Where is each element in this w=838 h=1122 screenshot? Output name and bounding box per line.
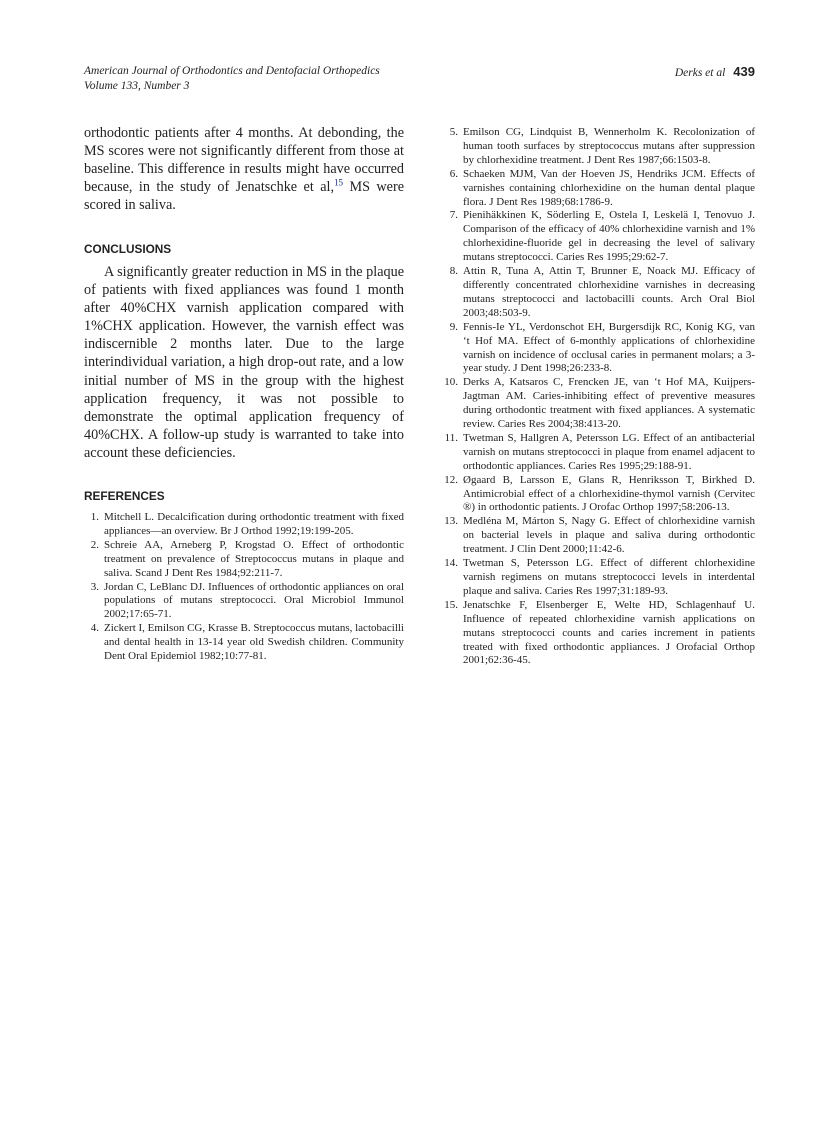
reference-number: 8.: [449, 265, 458, 278]
reference-number: 6.: [449, 167, 458, 180]
reference-text: Jordan C, LeBlanc DJ. Influences of orthodontic appliances on oral populations of mutans streptococci. Oral Microbiol Immunol 2002;17:65-71.: [104, 580, 404, 621]
reference-item: [84, 622, 404, 664]
citation-link[interactable]: 15: [334, 177, 344, 188]
conclusions-heading: CONCLUSIONS: [84, 242, 172, 256]
reference-number: 14.: [444, 557, 458, 570]
reference-item: [443, 209, 755, 265]
intro-paragraph: [84, 124, 404, 214]
paragraph-text: MS were scored in saliva.: [84, 179, 404, 214]
reference-text: Twetman S, Hallgren A, Petersson LG. Effect of an antibacterial varnish on mutans streptococci in plaque from enamel adjacent to orthodontic appliances. Caries Res 1995;29:188-91.: [463, 431, 755, 472]
page-number: 439: [733, 64, 755, 79]
references-heading: REFERENCES: [84, 489, 165, 503]
reference-text: Pienihäkkinen K, Söderling E, Ostela I, Leskelä I, Tenovuo J. Comparison of the efficacy of 40% chlorhexidine varnish and 1% chlorhexidine-fluoride gel in decreasing the level of salivary mutans streptococci. Caries Res 1995;29:62-7.: [463, 209, 755, 264]
reference-text: Medléna M, Márton S, Nagy G. Effect of chlorhexidine varnish on bacterial levels in plaque and saliva during orthodontic treatment. J Clin Dent 2000;11:42-6.: [463, 515, 755, 556]
reference-text: Schreie AA, Arneberg P, Krogstad O. Effect of orthodontic treatment on prevalence of Streptococcus mutans in plaque and saliva. Scand J Dent Res 1984;92:211-7.: [104, 538, 404, 579]
reference-text: Attin R, Tuna A, Attin T, Brunner E, Noack MJ. Efficacy of differently concentrated chlorhexidine varnishes in decreasing mutans streptococci and lactobacilli counts. Arch Oral Biol 2003;48:503-9.: [463, 265, 755, 319]
reference-text: Schaeken MJM, Van der Hoeven JS, Hendriks JCM. Effects of varnishes containing chlorhexidine on the human dental plaque flora. J Dent Res 1989;68:1786-9.: [463, 167, 755, 208]
reference-number: 11.: [444, 431, 458, 444]
reference-list-left: [84, 511, 404, 664]
reference-number: 9.: [449, 320, 458, 333]
reference-text: Øgaard B, Larsson E, Glans R, Henriksson T, Birkhed D. Antimicrobial effect of a chlorhexidine-thymol varnish (Cervitec ®) in orthodontic patients. J Orofac Orthop 1997;58:206-13.: [463, 473, 755, 514]
conclusions-paragraph: A significantly greater reduction in MS in the plaque of patients with fixed appliances was found 1 month after 40%CHX varnish application compared with 1%CHX application. However, the varnish effect was indiscernible 2 months later. Due to the large interindividual variation, a high drop-out rate, and a low initial number of MS in the group with the highest application frequency, it was not possible to demonstrate the optimal application frequency of 40%CHX. A follow-up study is warranted to take into account these deficiencies.: [84, 264, 404, 461]
reference-item: [84, 539, 404, 581]
reference-text: Zickert I, Emilson CG, Krasse B. Streptococcus mutans, lactobacilli and dental health in 13-14 year old Swedish children. Community Dent Oral Epidemiol 1982;10:77-81.: [104, 622, 404, 663]
reference-item: [443, 515, 755, 557]
reference-number: 7.: [449, 209, 458, 222]
reference-number: 5.: [449, 126, 458, 138]
reference-list-right: [443, 126, 755, 668]
reference-number: 10.: [444, 376, 458, 389]
reference-text: Derks A, Katsaros C, Frencken JE, van ‘t Hof MA, Kuijpers-Jagtman AM. Caries-inhibiting effect of preventive measures during orthodontic treatment with fixed appliances. A systematic review. Caries Res 2004;38:413-20.: [463, 376, 755, 431]
reference-text: Jenatschke F, Elsenberger E, Welte HD, Schlagenhauf U. Influence of repeated chlorhexidine varnish applications on mutans streptococci counts and caries increment in patients treated with fixed orthodontic appliances. J Orofacial Orthop 2001;62:36-45.: [463, 598, 755, 667]
reference-number: 4.: [90, 622, 99, 635]
reference-text: Mitchell L. Decalcification during orthodontic treatment with fixed appliances—an overview. Br J Orthod 1992;19:199-205.: [104, 511, 404, 537]
reference-number: 1.: [90, 511, 99, 523]
reference-text: Fennis-Ie YL, Verdonschot EH, Burgersdijk RC, Konig KG, van ‘t Hof MA. Effect of 6-monthly applications of chlorhexidine varnish on incidence of occlusal caries in permanent molars; a 3-year study. J Dent 1998;26:233-8.: [463, 320, 755, 375]
running-head-authors: Derks et al: [674, 67, 726, 79]
running-header-right: [675, 64, 755, 81]
journal-title: American Journal of Orthodontics and Dentofacial Orthopedics: [84, 65, 380, 77]
reference-item: [443, 557, 755, 599]
paragraph-text: orthodontic patients after 4 months. At debonding, the MS scores were not significantly different from those at baseline. This difference in results might have occurred because, in the study of Jenatschke et al,: [84, 125, 404, 196]
reference-number: 15.: [444, 598, 458, 611]
reference-item: [84, 511, 404, 539]
running-header-left: [84, 64, 380, 94]
reference-item: [443, 599, 755, 669]
reference-item: [443, 432, 755, 474]
reference-number: 13.: [444, 515, 458, 528]
reference-text: Twetman S, Petersson LG. Effect of different chlorhexidine varnish regimens on mutans streptococci levels in interdental plaque and saliva. Caries Res 1997;31:189-93.: [463, 557, 755, 597]
reference-item: [443, 474, 755, 516]
reference-item: [443, 265, 755, 321]
reference-item: [443, 376, 755, 432]
reference-text: Emilson CG, Lindquist B, Wennerholm K. Recolonization of human tooth surfaces by streptococcus mutans after suppression by chlorhexidine treatment. J Dent Res 1987;66:1503-8.: [463, 126, 755, 166]
reference-item: [443, 321, 755, 377]
reference-number: 2.: [90, 538, 99, 551]
journal-volume: Volume 133, Number 3: [84, 80, 190, 92]
reference-item: [443, 168, 755, 210]
reference-item: [84, 581, 404, 623]
reference-item: [443, 126, 755, 168]
reference-number: 12.: [444, 473, 458, 486]
reference-number: 3.: [90, 580, 99, 593]
